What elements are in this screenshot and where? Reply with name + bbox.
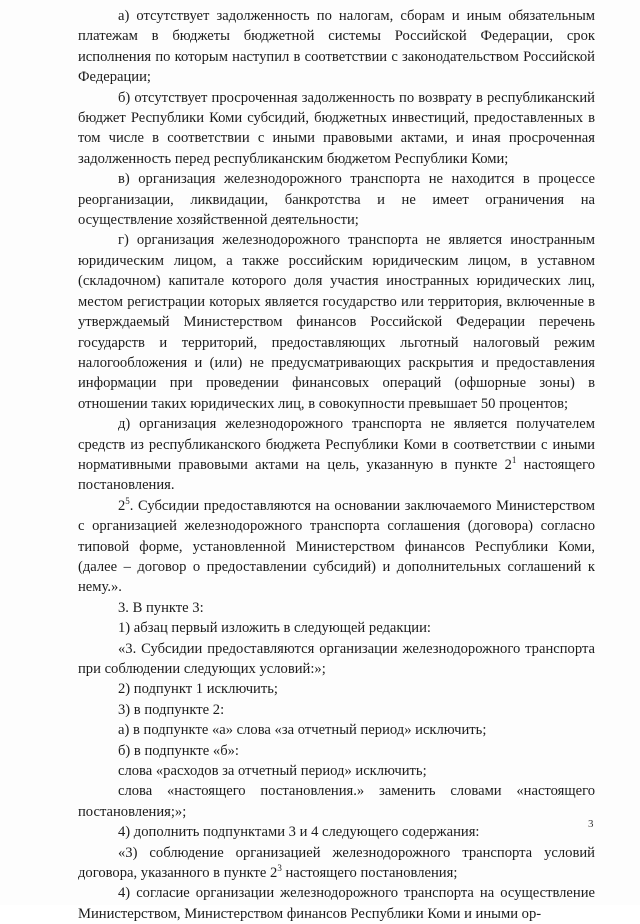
- item-condition-3-tail: настоящего постановления;: [281, 865, 458, 882]
- document-body: [78, 6, 595, 924]
- item-subpoint-b: б) в подпункте «б»:: [118, 742, 239, 759]
- item-condition-4: 4) согласие организации железнодорожного транспорта на осуществление Министерством, Министерством финансов Республики Коми и иными ор-: [78, 885, 595, 922]
- item-words-expenses: слова «расходов за отчетный период» исключить;: [118, 763, 427, 780]
- item-words-replace: слова «настоящего постановления.» заменить словами «настоящего постановления;»;: [78, 783, 595, 820]
- paragraph-d-text: д) организация железнодорожного транспорта не является получателем средств из республиканского бюджета Республики Коми в соответствии с иными нормативными правовыми актами на цель, указанную в пункте 2: [78, 416, 595, 473]
- item-subpoint-a: а) в подпункте «а» слова «за отчетный период» исключить;: [118, 722, 487, 739]
- paragraph-2-5-superscript: 5: [125, 495, 130, 506]
- item-subpoint-1: 2) подпункт 1 исключить;: [118, 681, 278, 698]
- paragraph-d: [78, 414, 595, 496]
- item-subpoint-2: 3) в подпункте 2:: [118, 701, 225, 718]
- paragraph-b: б) отсутствует просроченная задолженность по возврату в республиканский бюджет Республики Коми субсидий, бюджетных инвестиций, предоставленных в том числе в соответствии с иными правовыми актами, и иная просроченная задолженность перед республиканским бюджетом Республики Коми;: [78, 89, 595, 167]
- paragraph-2-5-number: 2: [118, 497, 126, 514]
- item-subpoint-4: 4) дополнить подпунктами 3 и 4 следующего содержания:: [118, 824, 480, 841]
- item-new-wording: «3. Субсидии предоставляются организации железнодорожного транспорта при соблюдении следующих условий:»;: [78, 640, 595, 677]
- paragraph-d-tail: настоящего постановления.: [78, 456, 595, 494]
- page-number: 3: [588, 818, 594, 830]
- paragraph-a: а) отсутствует задолженность по налогам, сборам и иным обязательным платежам в бюджеты бюджетной системы Российской Федерации, срок исполнения по которым наступил в соответствии с законодательством Российской Федерации;: [78, 8, 595, 86]
- paragraph-v: в) организация железнодорожного транспорта не находится в процессе реорганизации, ликвидации, банкротства и не имеет ограничения на осуществление хозяйственной деятельности;: [78, 171, 595, 229]
- item-condition-3-text: «3) соблюдение организацией железнодорожного транспорта условий договора, указанного в пункте 2: [78, 844, 595, 882]
- item-condition-3-superscript: 3: [277, 863, 282, 874]
- paragraph-d-superscript: 1: [511, 455, 517, 466]
- item-condition-3: [78, 843, 595, 884]
- item-abzac-1: 1) абзац первый изложить в следующей редакции:: [118, 620, 431, 637]
- paragraph-2-5-text: . Субсидии предоставляются на основании заключаемого Министерством с организацией железнодорожного транспорта соглашения (договора) согласно типовой форме, установленной Министерством финансов Республики Коми, (далее – договор о предоставлении субсидий) и дополнительных соглашений к нему.».: [78, 497, 595, 596]
- item-point-3: 3. В пункте 3:: [118, 599, 204, 616]
- paragraph-2-5: [78, 496, 595, 598]
- paragraph-g: г) организация железнодорожного транспорта не является иностранным юридическим лицом, а также российским юридическим лицом, в уставном (складочном) капитале которого доля участия иностранных юридических лиц, местом регистрации которых является государство или территория, включенные в утверждаемый Министерством финансов Российской Федерации перечень государств и территорий, предоставляющих льготный налоговый режим налогообложения и (или) не предусматривающих раскрытия и предоставления информации при проведении финансовых операций (офшорные зоны) в отношении таких юридических лиц, в совокупности превышает 50 процентов;: [78, 232, 595, 412]
